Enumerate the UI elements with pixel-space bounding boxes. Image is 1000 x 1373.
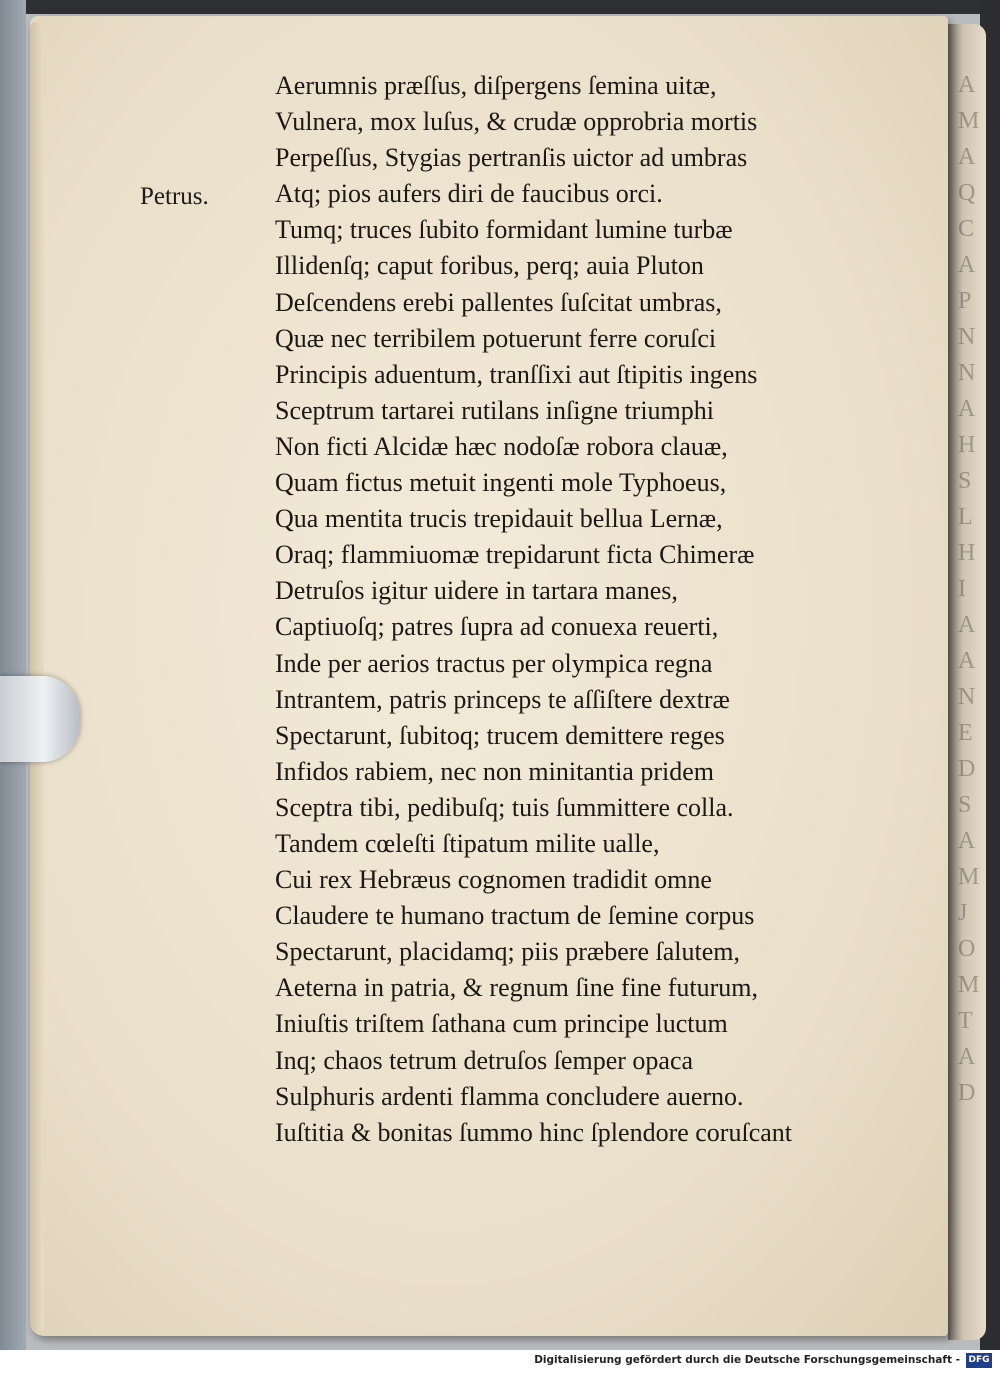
verse-line: Spectarunt, ſubitoq; trucem demittere reges xyxy=(275,720,725,750)
verse-line: Infidos rabiem, nec non minitantia pridem xyxy=(275,756,714,786)
verse-line: Quæ nec terribilem potuerunt ferre coruſci xyxy=(275,323,717,353)
footer-attribution: Digitalisierung gefördert durch die Deutsche Forschungsgemeinschaft - xyxy=(534,1354,960,1366)
facing-page-fragment: A xyxy=(958,1046,976,1068)
facing-page-fragment: P xyxy=(958,290,972,312)
scan-backdrop-top xyxy=(0,0,1000,14)
verse-line: Sceptrum tartarei rutilans inſigne triumphi xyxy=(275,395,715,425)
verse-line: Perpeſſus, Stygias pertranſis uictor ad umbras xyxy=(275,143,748,173)
verse-line: Tumq; truces ſubito formidant lumine turbæ xyxy=(275,215,733,245)
page-clamp xyxy=(0,676,80,762)
facing-page-fragment: A xyxy=(958,614,976,636)
facing-page-fragment: S xyxy=(958,470,972,492)
facing-page-fragment: N xyxy=(958,326,976,348)
verse-line: Qua mentita trucis trepidauit bellua Lernæ, xyxy=(275,504,723,534)
facing-page-fragment: S xyxy=(958,794,972,816)
verse-line: Detruſos igitur uidere in tartara manes, xyxy=(275,576,678,606)
verse-line: Intrantem, patris princeps te aſſiſtere dextræ xyxy=(275,684,730,714)
verse-line: Inde per aerios tractus per olympica regna xyxy=(275,648,713,678)
facing-page-fragment: D xyxy=(958,758,976,780)
verse-line: Deſcendens erebi pallentes ſuſcitat umbras, xyxy=(275,287,722,317)
facing-page-fragment: I xyxy=(958,578,966,600)
facing-page-fragment: M xyxy=(958,110,980,132)
facing-page-fragment: D xyxy=(958,1082,976,1104)
verse-line: Oraq; flammiuomæ trepidarunt ficta Chimeræ xyxy=(275,540,755,570)
facing-page-fragment: A xyxy=(958,146,976,168)
verse-line: Vulnera, mox luſus, & crudæ opprobria mortis xyxy=(275,107,758,137)
facing-page xyxy=(948,24,986,1340)
verse-line: Sceptra tibi, pedibuſq; tuis ſummittere colla. xyxy=(275,792,734,822)
facing-page-fragment: T xyxy=(958,1010,973,1032)
verse-line: Inq; chaos tetrum detruſos ſemper opaca xyxy=(275,1045,694,1075)
dfg-logo: DFG xyxy=(966,1353,992,1368)
facing-page-fragment: E xyxy=(958,722,973,744)
facing-page-fragment: A xyxy=(958,830,976,852)
facing-page-fragment: H xyxy=(958,542,976,564)
speaker-label: Petrus. xyxy=(140,183,209,210)
verse-line: Quam fictus metuit ingenti mole Typhoeus, xyxy=(275,468,727,498)
verse-line: Captiuoſq; patres ſupra ad conuexa reuerti, xyxy=(275,612,719,642)
verse-line: Atq; pios aufers diri de faucibus orci. xyxy=(275,179,663,209)
facing-page-fragment: Q xyxy=(958,182,976,204)
verse-line: Tandem cœleſti ſtipatum milite ualle, xyxy=(275,828,660,858)
verse-line: Sulphuris ardenti flamma concludere auerno. xyxy=(275,1081,744,1111)
scan-backdrop-left xyxy=(0,0,26,1350)
facing-page-fragment: J xyxy=(958,902,968,924)
facing-page-fragment: H xyxy=(958,434,976,456)
verse-line: Illidenſq; caput foribus, perq; auia Pluton xyxy=(275,251,704,281)
verse-line: Iuſtitia & bonitas ſummo hinc ſplendore coruſcant xyxy=(275,1117,792,1147)
facing-page-fragment: N xyxy=(958,686,976,708)
verse-line: Aeterna in patria, & regnum ſine fine futurum, xyxy=(275,973,759,1003)
facing-page-fragment: A xyxy=(958,650,976,672)
verse-block xyxy=(275,68,935,1151)
verse-line: Principis aduentum, tranſſixi aut ſtipitis ingens xyxy=(275,359,758,389)
facing-page-fragment: A xyxy=(958,398,976,420)
facing-page-fragment: O xyxy=(958,938,976,960)
verse-line: Iniuſtis triſtem ſathana cum principe luctum xyxy=(275,1009,728,1039)
verse-line: Claudere te humano tractum de ſemine corpus xyxy=(275,901,755,931)
facing-page-fragment: A xyxy=(958,254,976,276)
verse-line: Cui rex Hebræus cognomen tradidit omne xyxy=(275,865,712,895)
facing-page-fragment: C xyxy=(958,218,975,240)
facing-page-fragment: M xyxy=(958,866,980,888)
facing-page-fragment: L xyxy=(958,506,973,528)
verse-line: Aerumnis præſſus, diſpergens ſemina uitæ, xyxy=(275,71,717,100)
facing-page-fragment: N xyxy=(958,362,976,384)
verse-line: Non ficti Alcidæ hæc nodoſæ robora clauæ, xyxy=(275,431,728,461)
verse-line: Spectarunt, placidamq; piis præbere ſalutem, xyxy=(275,937,740,967)
facing-page-fragment: M xyxy=(958,974,980,996)
facing-page-fragment: A xyxy=(958,74,976,96)
footer-bar xyxy=(0,1350,1000,1373)
